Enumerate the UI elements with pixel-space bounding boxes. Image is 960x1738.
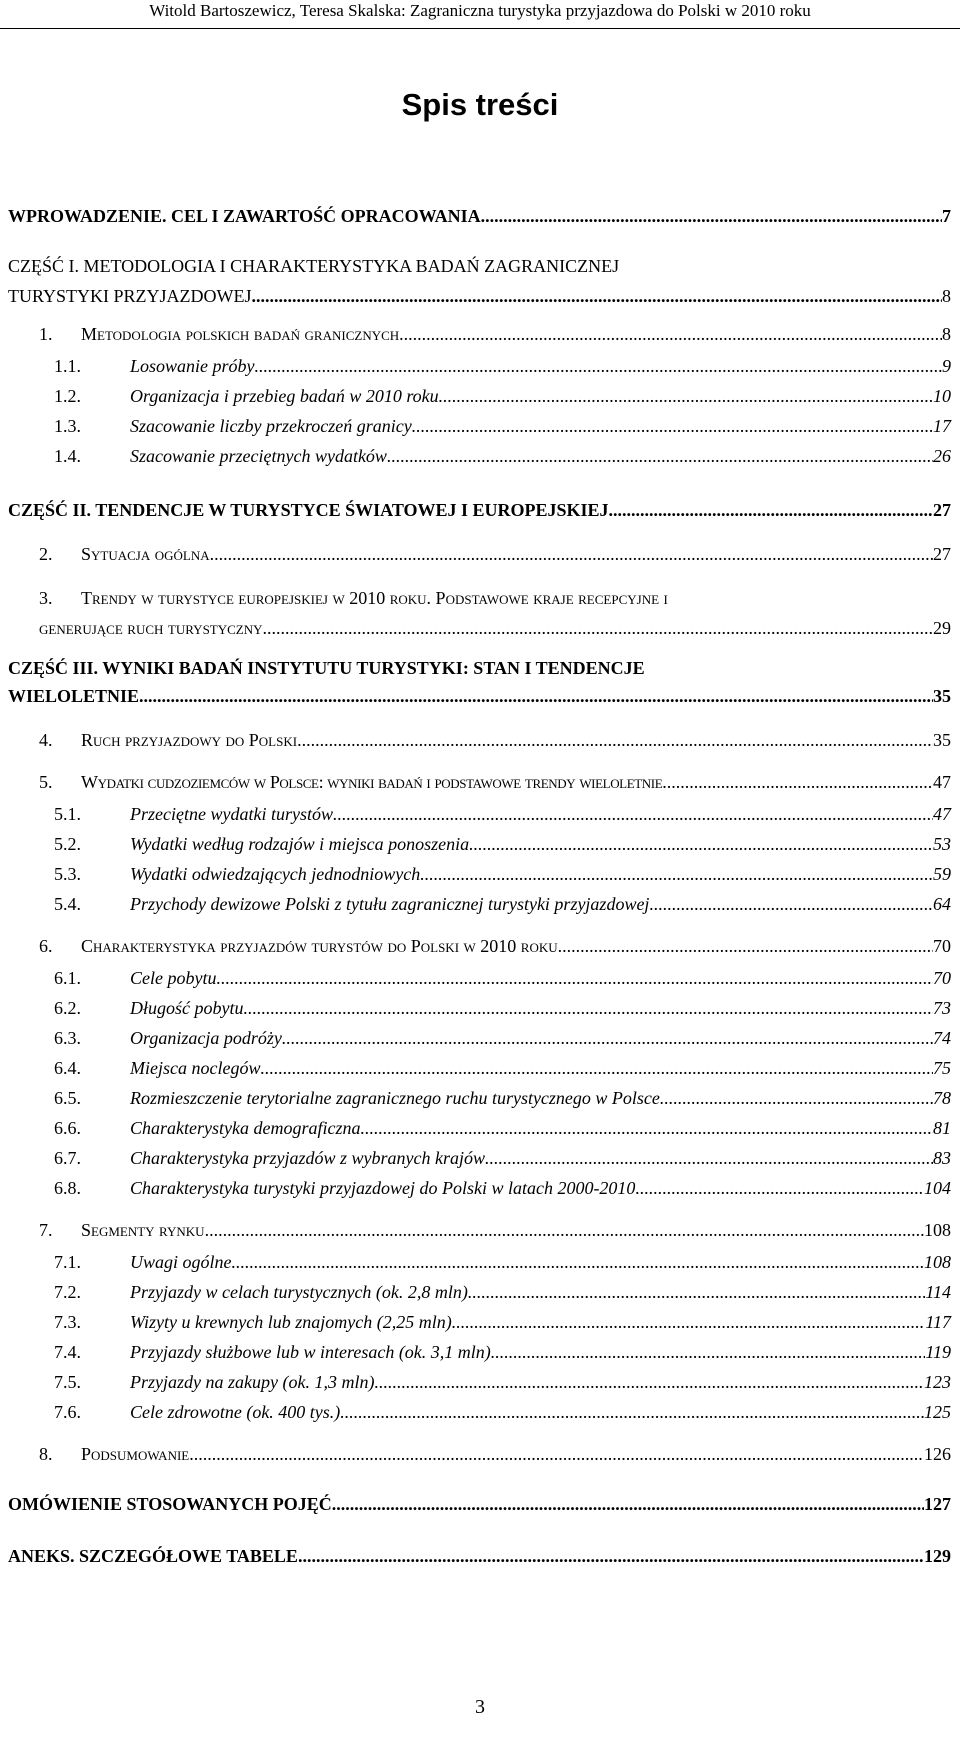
toc-leader-dots <box>282 1028 933 1049</box>
toc-entry-number: 8. <box>39 1444 53 1464</box>
toc-entry-title-line1: CZĘŚĆ III. WYNIKI BADAŃ INSTYTUTU TURYSTYKI: STAN I TENDENCJE <box>8 658 645 678</box>
toc-entry-number: 6.1. <box>54 968 81 988</box>
toc-entry-number: 2. <box>39 544 53 564</box>
toc-entry-number: 1.2. <box>54 386 81 406</box>
toc-entry-number: 5.4. <box>54 894 81 914</box>
toc-leader-dots <box>243 998 933 1019</box>
toc-entry-number: 6.5. <box>54 1088 81 1108</box>
toc-entry-page: 53 <box>933 834 951 854</box>
toc-entry-title: Ruch przyjazdowy do Polski <box>81 730 298 750</box>
toc-entry-page: 125 <box>924 1402 951 1422</box>
toc-entry-title: Segmenty rynku <box>81 1220 205 1240</box>
toc-entry-number: 6.3. <box>54 1028 81 1048</box>
toc-entry-page: 78 <box>933 1088 951 1108</box>
toc-leader-dots <box>491 1342 926 1363</box>
toc-leader-dots <box>340 1402 924 1423</box>
toc-entry-page: 47 <box>933 772 951 792</box>
toc-entry-page: 117 <box>925 1312 951 1332</box>
toc-entry-page: 64 <box>933 894 951 914</box>
toc-entry-number: 1.1. <box>54 356 81 376</box>
running-header: Witold Bartoszewicz, Teresa Skalska: Zagraniczna turystyka przyjazdowa do Polski w 2010 roku <box>149 1 811 20</box>
toc-entry-title: Cele pobytu <box>130 968 217 988</box>
toc-entry-number: 6.6. <box>54 1118 81 1138</box>
toc-entry-page: 74 <box>933 1028 951 1048</box>
toc-entry-page: 108 <box>924 1220 951 1240</box>
toc-leader-dots <box>387 446 933 467</box>
toc-entry-page: 104 <box>924 1178 951 1198</box>
toc-leader-dots <box>263 618 933 639</box>
toc-entry-page: 8 <box>942 286 951 306</box>
toc-entry-number: 5. <box>39 772 53 792</box>
toc-entry-title-line1: CZĘŚĆ I. METODOLOGIA I CHARAKTERYSTYKA BADAŃ ZAGRANICZNEJ <box>8 256 620 276</box>
toc-leader-dots <box>468 1282 925 1303</box>
toc-leader-dots <box>332 1494 924 1515</box>
toc-leader-dots <box>649 894 933 915</box>
toc-leader-dots <box>635 1178 924 1199</box>
toc-entry-number: 6.8. <box>54 1178 81 1198</box>
toc-entry-page: 47 <box>933 804 951 824</box>
toc-entry-title-line2: WIELOLETNIE <box>8 686 140 706</box>
toc-entry-page: 70 <box>933 968 951 988</box>
toc-entry-number: 7.3. <box>54 1312 81 1332</box>
toc-entry-page: 7 <box>942 206 951 226</box>
toc-leader-dots <box>252 286 942 307</box>
toc-entry-number: 5.3. <box>54 864 81 884</box>
page-title: Spis treści <box>401 87 559 122</box>
toc-leader-dots <box>412 416 933 437</box>
toc-entry-number: 7. <box>39 1220 53 1240</box>
toc-entry-title: Charakterystyka turystyki przyjazdowej do Polski w latach 2000-2010 <box>130 1178 636 1198</box>
toc-entry-page: 27 <box>933 544 951 564</box>
toc-entry-title: Przyjazdy służbowe lub w interesach (ok. 3,1 mln) <box>130 1342 491 1362</box>
toc-entry-title: Metodologia polskich badań granicznych <box>81 324 400 344</box>
toc-entry-page: 26 <box>933 446 951 466</box>
toc-leader-dots <box>297 730 933 751</box>
toc-entry-title: Wydatki według rodzajów i miejsca ponoszenia <box>130 834 470 854</box>
toc-entry-title: Wydatki cudzoziemców w Polsce: wyniki badań i podstawowe trendy wieloletnie <box>81 772 663 792</box>
toc-entry-title: WPROWADZENIE. CEL I ZAWARTOŚĆ OPRACOWANIA <box>8 206 481 226</box>
toc-leader-dots <box>255 356 942 377</box>
toc-entry-page: 70 <box>933 936 951 956</box>
toc-entry-title: OMÓWIENIE STOSOWANYCH POJĘĆ <box>8 1494 332 1514</box>
toc-entry-page: 127 <box>924 1494 951 1514</box>
toc-leader-dots <box>232 1252 925 1273</box>
toc-leader-dots <box>205 1220 924 1241</box>
toc-entry-number: 5.2. <box>54 834 81 854</box>
toc-entry-page: 114 <box>925 1282 951 1302</box>
toc-entry-page: 29 <box>933 618 951 638</box>
toc-entry-page: 10 <box>933 386 951 406</box>
page-number: 3 <box>475 1696 485 1718</box>
toc-entry-title: Podsumowanie <box>81 1444 190 1464</box>
toc-entry-page: 73 <box>933 998 951 1018</box>
toc-entry-title: Charakterystyka przyjazdów turystów do Polski w 2010 roku <box>81 936 558 956</box>
toc-leader-dots <box>260 1058 933 1079</box>
toc-entry-title: Rozmieszczenie terytorialne zagranicznego ruchu turystycznego w Polsce <box>130 1088 660 1108</box>
toc-entry-page: 108 <box>924 1252 951 1272</box>
toc-entry-number: 1.4. <box>54 446 81 466</box>
toc-entry-page: 83 <box>933 1148 951 1168</box>
toc-leader-dots <box>210 544 933 565</box>
toc-leader-dots <box>485 1148 933 1169</box>
toc-entry-number: 6.7. <box>54 1148 81 1168</box>
toc-entry-title: Miejsca noclegów <box>130 1058 261 1078</box>
toc-leader-dots <box>558 936 933 957</box>
toc-leader-dots <box>360 1118 933 1139</box>
toc-entry-number: 5.1. <box>54 804 81 824</box>
toc-entry-number: 1. <box>39 324 53 344</box>
toc-entry-title: Wydatki odwiedzających jednodniowych <box>130 864 421 884</box>
toc-entry-number: 4. <box>39 730 53 750</box>
toc-entry-page: 27 <box>933 500 951 520</box>
toc-entry-title: Charakterystyka przyjazdów z wybranych krajów <box>130 1148 485 1168</box>
toc-entry-title-line1: Trendy w turystyce europejskiej w 2010 roku. Podstawowe kraje recepcyjne i <box>81 588 668 608</box>
toc-entry-title: Organizacja podróży <box>130 1028 282 1048</box>
toc-entry-title: Charakterystyka demograficzna <box>130 1118 361 1138</box>
toc-entry-title: CZĘŚĆ II. TENDENCJE W TURYSTYCE ŚWIATOWEJ I EUROPEJSKIEJ <box>8 500 609 520</box>
toc-entry-number: 6.2. <box>54 998 81 1018</box>
toc-leader-dots <box>139 686 933 707</box>
toc-entry-page: 17 <box>933 416 951 436</box>
toc-leader-dots <box>374 1372 924 1393</box>
toc-entry-page: 59 <box>933 864 951 884</box>
toc-entry-number: 7.1. <box>54 1252 81 1272</box>
toc-leader-dots <box>216 968 933 989</box>
toc-leader-dots <box>333 804 933 825</box>
toc-leader-dots <box>481 206 942 227</box>
toc-entry-title: Przyjazdy w celach turystycznych (ok. 2,8 mln) <box>130 1282 468 1302</box>
toc-leader-dots <box>469 834 933 855</box>
toc-entry-number: 7.5. <box>54 1372 81 1392</box>
header-rule <box>0 28 960 29</box>
toc-entry-number: 6.4. <box>54 1058 81 1078</box>
toc-entry-number: 7.2. <box>54 1282 81 1302</box>
toc-entry-title: Szacowanie przeciętnych wydatków <box>130 446 387 466</box>
toc-leader-dots <box>420 864 933 885</box>
toc-entry-title: ANEKS. SZCZEGÓŁOWE TABELE <box>8 1546 298 1566</box>
toc-leader-dots <box>662 772 933 793</box>
toc-entry-title-line2: generujące ruch turystyczny <box>39 618 263 638</box>
toc-entry-title: Wizyty u krewnych lub znajomych (2,25 mln) <box>130 1312 452 1332</box>
toc-entry-number: 7.4. <box>54 1342 81 1362</box>
toc-entry-title: Losowanie próby <box>130 356 255 376</box>
toc-entry-page: 35 <box>933 730 951 750</box>
toc-entry-title: Przeciętne wydatki turystów <box>130 804 333 824</box>
toc-leader-dots <box>298 1546 924 1567</box>
toc-entry-title: Przychody dewizowe Polski z tytułu zagranicznej turystyki przyjazdowej <box>130 894 650 914</box>
toc-leader-dots <box>609 500 933 521</box>
toc-entry-page: 8 <box>942 324 951 344</box>
toc-entry-page: 9 <box>942 356 951 376</box>
toc-entry-number: 7.6. <box>54 1402 81 1422</box>
toc-entry-title-line2: TURYSTYKI PRZYJAZDOWEJ <box>8 286 252 306</box>
toc-entry-title: Długość pobytu <box>130 998 244 1018</box>
toc-entry-page: 35 <box>933 686 951 706</box>
toc-entry-title: Organizacja i przebieg badań w 2010 roku <box>130 386 439 406</box>
toc-entry-title: Szacowanie liczby przekroczeń granicy <box>130 416 412 436</box>
toc-entry-number: 1.3. <box>54 416 81 436</box>
toc-entry-page: 81 <box>933 1118 951 1138</box>
toc-leader-dots <box>439 386 933 407</box>
toc-entry-title: Uwagi ogólne <box>130 1252 232 1272</box>
toc-entry-page: 123 <box>924 1372 951 1392</box>
toc-leader-dots <box>452 1312 926 1333</box>
toc-leader-dots <box>660 1088 933 1109</box>
toc-entry-page: 126 <box>924 1444 951 1464</box>
toc-entry-number: 3. <box>39 588 53 608</box>
toc-entry-number: 6. <box>39 936 53 956</box>
toc-leader-dots <box>399 324 942 345</box>
toc-leader-dots <box>189 1444 924 1465</box>
toc-entry-title: Przyjazdy na zakupy (ok. 1,3 mln) <box>130 1372 375 1392</box>
toc-entry-title: Cele zdrowotne (ok. 400 tys.) <box>130 1402 341 1422</box>
toc-entry-page: 129 <box>924 1546 951 1566</box>
toc-entry-page: 75 <box>933 1058 951 1078</box>
toc-entry-page: 119 <box>925 1342 951 1362</box>
toc-entry-title: Sytuacja ogólna <box>81 544 210 564</box>
